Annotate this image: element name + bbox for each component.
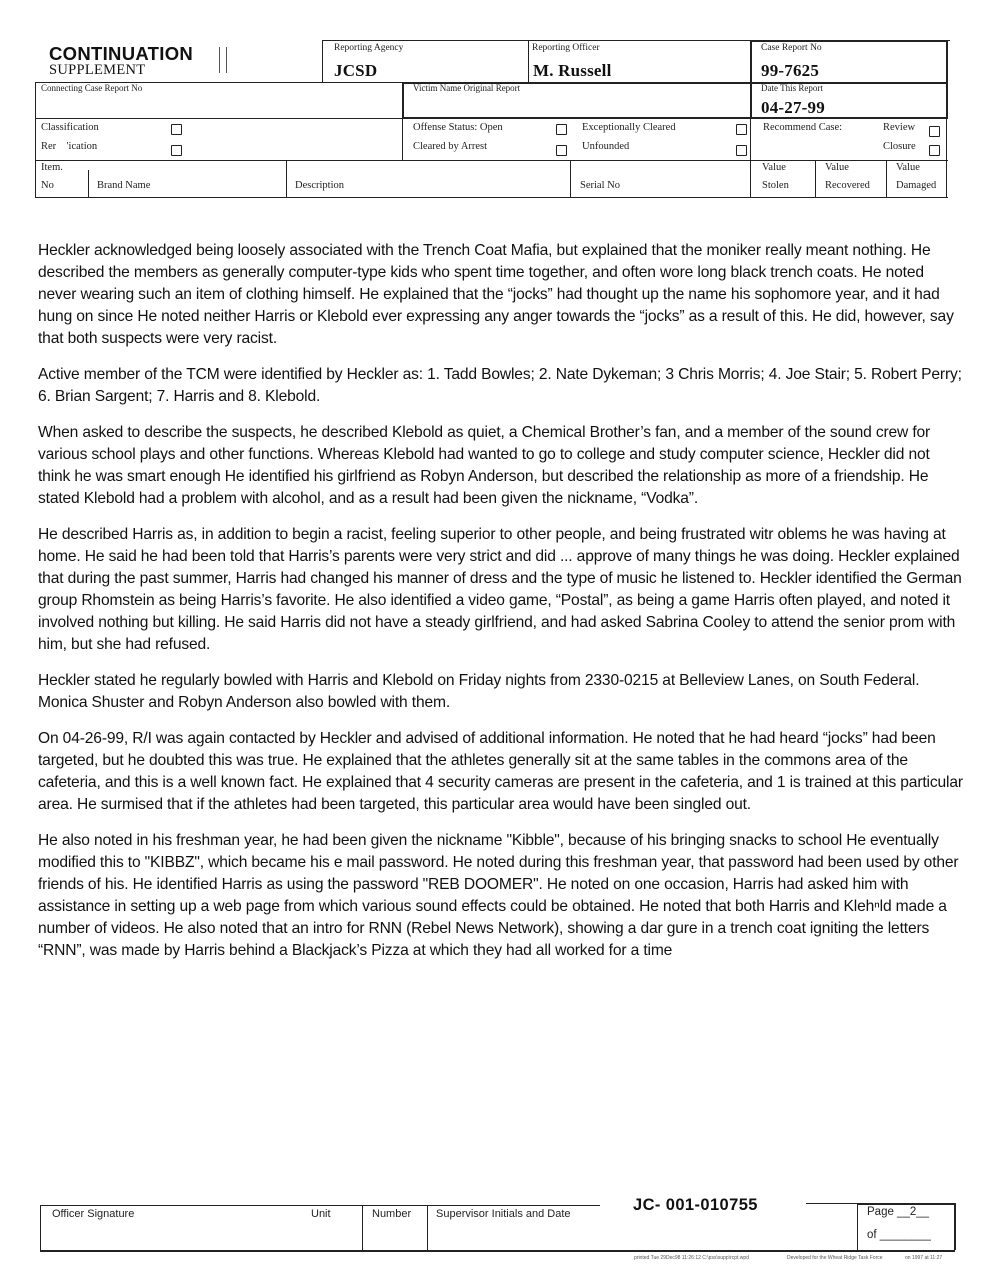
- unfounded-checkbox[interactable]: [736, 145, 747, 156]
- case-report-no-label: Case Report No: [761, 43, 822, 53]
- page-of: of ________: [867, 1229, 931, 1241]
- recommend-case-label: Recommend Case:: [763, 122, 843, 133]
- fine-print-date: on 1997 at 11:27: [905, 1255, 943, 1261]
- unfounded-label: Unfounded: [582, 141, 630, 152]
- exceptionally-cleared-checkbox[interactable]: [736, 124, 747, 135]
- paragraph: On 04-26-99, R/I was again contacted by Heckler and advised of additional information. He noted that he had heard “jocks” had been targeted, but he doubted this was true. He explained that the athletes generally sit at the same tables in the commons area of the cafeteria, and this is a well known fact. He explained that 4 security cameras are present in the cafeteria, and 1 is trained at this particular area. He surmised that if the athletes had been targeted, this particular area would have been singled out.: [38, 730, 963, 813]
- case-report-no-value: 99-7625: [761, 61, 820, 80]
- document-number: JC- 001-010755: [633, 1196, 758, 1214]
- review-checkbox[interactable]: [929, 126, 940, 137]
- form-subtitle: SUPPLEMENT: [49, 62, 146, 78]
- title-marks: [219, 47, 227, 73]
- victim-name-label: Victim Name Original Report: [413, 83, 521, 93]
- fine-print-developed: Developed for the Wheat Ridge Task Force: [787, 1255, 883, 1261]
- exceptionally-cleared-label: Exceptionally Cleared: [582, 122, 676, 133]
- brand-name-label: Brand Name: [97, 180, 151, 191]
- paragraph: When asked to describe the suspects, he described Klebold as quiet, a Chemical Brother’s fan, and a member of the sound crew for various school plays and other functions. Whereas Klebold had wanted to go to college and study computer science, Heckler did not think he was smart enough He identified his girlfriend as Robyn Anderson, but described the relationship as more of a friendship. He stated Klebold had a problem with alcohol, and as a result had been given the nickname, “Vodka”.: [38, 424, 931, 507]
- offense-open-checkbox[interactable]: [556, 124, 567, 135]
- unit-label: Unit: [311, 1208, 331, 1220]
- supervisor-initials-label: Supervisor Initials and Date: [436, 1208, 571, 1220]
- serial-no-label: Serial No: [580, 180, 620, 191]
- value-damaged-label-2: Damaged: [896, 180, 937, 191]
- value-damaged-label: Value: [896, 162, 920, 173]
- connecting-case-label: Connecting Case Report No: [41, 83, 143, 93]
- item-no-label: Item.: [41, 162, 63, 173]
- date-this-report-label: Date This Report: [761, 83, 823, 93]
- fine-print-printed: printed Tue 29Dec98 11:26:12 C:\pss\supp\rcpt.wpd: [634, 1255, 749, 1261]
- cleared-by-arrest-checkbox[interactable]: [556, 145, 567, 156]
- paragraph: He described Harris as, in addition to begin a racist, feeling superior to other people, and being frustrated witr oblems he was having at home. He said he had been told that Harris’s parents were very strict and did ... approve of many things he was doing. Heckler explained that during the past summer, Harris had changed his manner of dress and the type of music he listened to. Heckler identified the German group Rhomstein as being Harris’s favorite. He also identified a video game, “Postal”, as being a game Harris often played, and noted it involved nothing but killing. He said Harris did not have a steady girlfriend, and had asked Sabrina Cooley to attend the senior prom with him, but she had refused.: [38, 526, 962, 653]
- paragraph: Active member of the TCM were identified by Heckler as: 1. Tadd Bowles; 2. Nate Dykeman; 3 Chris Morris; 4. Joe Stair; 5. Robert Perry; 6. Brian Sargent; 7. Harris and 8. Klebold.: [38, 366, 962, 405]
- reporting-agency-value: JCSD: [334, 61, 378, 80]
- reporting-officer-value: M. Russell: [533, 61, 612, 80]
- paragraph: Heckler acknowledged being loosely associated with the Trench Coat Mafia, but explained that the moniker really meant nothing. He described the members as generally computer-type kids who spent time together, and often wore long black trench coats. He noted never wearing such an item of clothing himself. He explained that the “jocks” had thought up the name his sophomore year, and it had hung on since He noted neither Harris or Klebold ever expressing any anger towards the “jocks” as a result of this. He did, however, say that both suspects were very racist.: [38, 242, 954, 347]
- reclassification-label: Rer 'ication: [41, 141, 98, 152]
- date-this-report-value: 04-27-99: [761, 98, 825, 117]
- narrative-body: [38, 240, 963, 976]
- reclassification-checkbox[interactable]: [171, 145, 182, 156]
- value-stolen-label: Value: [762, 162, 786, 173]
- cleared-by-arrest-label: Cleared by Arrest: [413, 141, 488, 152]
- classification-label: Classification: [41, 122, 99, 133]
- reporting-officer-label: Reporting Officer: [532, 43, 600, 53]
- value-recovered-label: Value: [825, 162, 849, 173]
- closure-checkbox[interactable]: [929, 145, 940, 156]
- page-number: Page __2__: [867, 1206, 930, 1218]
- closure-label: Closure: [883, 141, 916, 152]
- value-recovered-label-2: Recovered: [825, 180, 870, 191]
- paragraph: He also noted in his freshman year, he had been given the nickname "Kibble", because of his bringing snacks to school He eventually modified this to "KIBBZ", which became his e mail password. He noted during this freshman year, that password had been used by other friends of his. He identified Harris as using the password "REB DOOMER". He noted on one occasion, Harris had asked him with assistance in setting up a web page from which various sound effects could be obtained. He noted that both Harris and Klehⁿld made a number of videos. He also noted that an intro for RNN (Rebel News Network), showing a dar gure in a trench coat igniting the letters “RNN”, was made by Harris behind a Blackjack’s Pizza at which they had all worked for a time: [38, 832, 959, 959]
- officer-signature-label: Officer Signature: [52, 1208, 135, 1220]
- classification-checkbox[interactable]: [171, 124, 182, 135]
- offense-status-open-label: Offense Status: Open: [413, 122, 503, 133]
- reporting-agency-label: Reporting Agency: [334, 43, 404, 53]
- description-label: Description: [295, 180, 344, 191]
- form-title: CONTINUATION: [49, 43, 194, 64]
- paragraph: Heckler stated he regularly bowled with Harris and Klebold on Friday nights from 2330-0215 at Belleview Lanes, on South Federal. Monica Shuster and Robyn Anderson also bowled with them.: [38, 672, 920, 711]
- item-no-label-2: No: [41, 180, 54, 191]
- value-stolen-label-2: Stolen: [762, 180, 789, 191]
- number-label: Number: [372, 1208, 412, 1220]
- review-label: Review: [883, 122, 916, 133]
